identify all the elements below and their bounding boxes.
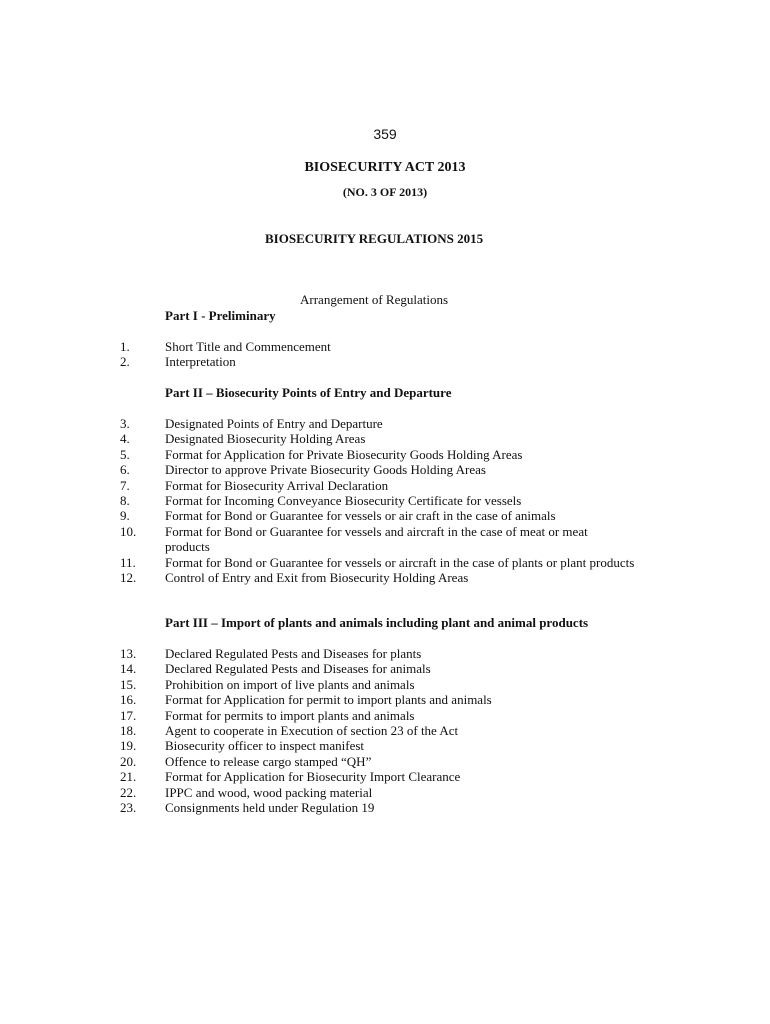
regulation-number: 9. [120,508,130,524]
list-item [0,708,770,723]
act-number: (NO. 3 OF 2013) [342,185,428,199]
regulation-number: 6. [120,462,130,478]
regulation-title: IPPC and wood, wood packing material [165,784,373,800]
regulation-number: 16. [120,692,137,708]
regulation-title: Consignments held under Regulation 19 [165,800,375,816]
regulation-title: Format for Application for Biosecurity Import Clearance [165,769,461,785]
regulation-number: 11. [120,554,136,570]
regulation-number: 3. [120,416,130,431]
regulation-number: 10. [120,523,137,539]
list-item [0,447,770,462]
regulation-number: 13. [120,646,137,661]
list-item [0,692,770,707]
list-item [0,354,770,369]
regulation-number: 15. [120,676,137,692]
regulation-title: Interpretation [165,354,236,370]
list-item [0,555,770,570]
list-item [0,570,770,585]
regulation-title: Format for Application for Private Biosecurity Goods Holding Areas [165,446,523,462]
regulation-title: Prohibition on import of live plants and animals [165,676,415,692]
regulation-title: Short Title and Commencement [165,339,331,354]
regulation-title: Declared Regulated Pests and Diseases for plants [165,646,422,661]
list-item [0,508,770,523]
regulation-number: 18. [120,723,137,739]
arrangement-heading: Arrangement of Regulations [300,292,449,307]
list-item [0,677,770,692]
list-item [0,493,770,508]
part-3-list [0,646,770,815]
regulation-title: Control of Entry and Exit from Biosecurity Holding Areas [165,570,469,586]
regulation-number: 2. [120,354,130,370]
regulation-title: Format for Biosecurity Arrival Declaration [165,477,389,493]
regulation-title: Format for Application for permit to import plants and animals [165,692,492,708]
part-3-heading: Part III – Import of plants and animals including plant and animal products [165,615,589,630]
list-item [0,524,770,555]
list-item [0,339,770,354]
part-2-list [0,416,770,585]
regulation-title: Format for Incoming Conveyance Biosecurity Certificate for vessels [165,493,522,509]
list-item [0,431,770,446]
list-item [0,800,770,815]
regulation-number: 22. [120,784,137,800]
regulation-title: Format for Bond or Guarantee for vessels or air craft in the case of animals [165,508,556,524]
list-item [0,769,770,784]
regulation-title: Offence to release cargo stamped “QH” [165,753,372,769]
list-item [0,462,770,477]
page-number: 359 [373,126,397,142]
regulation-number: 20. [120,753,137,769]
regulation-title: Format for Bond or Guarantee for vessels and aircraft in the case of meat or meat products [165,523,588,555]
regulation-title: Designated Points of Entry and Departure [165,416,383,431]
list-item [0,723,770,738]
regulation-number: 1. [120,339,130,354]
regulation-title: Designated Biosecurity Holding Areas [165,431,366,447]
list-item [0,785,770,800]
regulation-title: Director to approve Private Biosecurity Goods Holding Areas [165,462,486,478]
regulation-title: Agent to cooperate in Execution of section 23 of the Act [165,723,459,739]
part-1-list [0,339,770,370]
list-item [0,478,770,493]
regulation-number: 19. [120,738,137,754]
regulation-title: Declared Regulated Pests and Diseases for animals [165,661,431,677]
regulation-number: 7. [120,477,130,493]
regulation-number: 21. [120,769,137,785]
list-item [0,754,770,769]
part-1-heading: Part I - Preliminary [165,308,276,323]
regulation-number: 12. [120,570,137,586]
list-item [0,646,770,661]
regulation-title: Format for permits to import plants and animals [165,707,415,723]
part-2-heading: Part II – Biosecurity Points of Entry and Departure [165,385,452,400]
regulation-number: 4. [120,431,130,447]
regulations-title: BIOSECURITY REGULATIONS 2015 [265,231,484,246]
regulation-number: 14. [120,661,137,677]
list-item [0,661,770,676]
regulation-number: 5. [120,446,130,462]
regulation-number: 8. [120,493,130,509]
act-title: BIOSECURITY ACT 2013 [304,160,466,175]
regulation-title: Format for Bond or Guarantee for vessels or aircraft in the case of plants or plant products [165,554,635,570]
list-item [0,416,770,431]
regulation-number: 17. [120,707,137,723]
regulation-title: Biosecurity officer to inspect manifest [165,738,365,754]
list-item [0,738,770,753]
regulation-number: 23. [120,800,137,816]
